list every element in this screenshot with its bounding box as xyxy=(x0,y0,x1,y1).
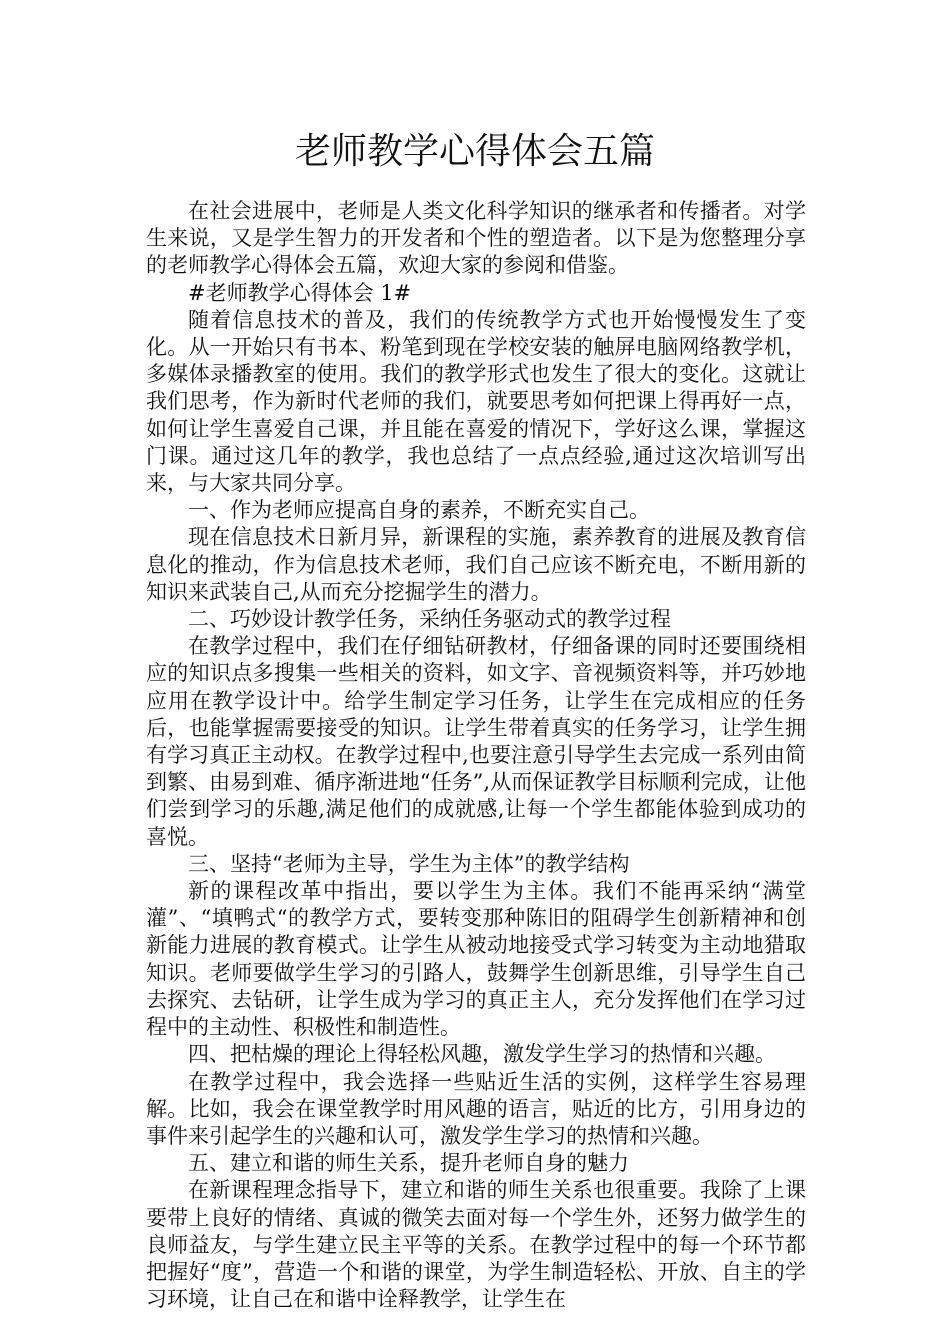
document-title: 老师教学心得体会五篇 xyxy=(294,131,655,172)
point-heading: 一、作为老师应提高自身的素养，不断充实自己。 xyxy=(188,498,650,523)
body-paragraph: 在教学过程中，我们在仔细钻研教材，仔细备课的同时还要围绕相应的知识点多搜集一些相关的资料，如文字、音视频资料等，并巧妙地应用在教学设计中。给学生制定学习任务，让学生在完成相应的任务后，也能掌握需要接受的知识。让学生带着真实的任务学习，让学生拥有学习真正主动权。在教学过程中,也要注意引导学生去完成一系列由简到繁、由易到难、循序渐进地“任务”,从而保证教学目标顺利完成，让他们尝到学习的乐趣,满足他们的成就感,让每一个学生都能体验到成功的喜悦。 xyxy=(146,634,806,849)
body-paragraph: 在新课程理念指导下，建立和谐的师生关系也很重要。我除了上课要带上良好的情绪、真诚的微笑去面对每一个学生外，还努力做学生的良师益友，与学生建立民主平等的关系。在教学过程中的每一个环节都把握好“度”，营造一个和谐的课堂，为学生制造轻松、开放、自主的学习环境，让自己在和谐中诠释教学，让学生在 xyxy=(146,1178,806,1312)
point-heading: 三、坚持“老师为主导，学生为主体”的教学结构 xyxy=(188,851,630,876)
intro-paragraph: 在社会进展中，老师是人类文化科学知识的继承者和传播者。对学生来说，又是学生智力的开发者和个性的塑造者。以下是为您整理分享的老师教学心得体会五篇，欢迎大家的参阅和借鉴。 xyxy=(146,199,806,278)
body-paragraph: 新的课程改革中指出，要以学生为主体。我们不能再采纳“满堂灌”、“填鸭式“的教学方式，要转变那种陈旧的阻碍学生创新精神和创新能力进展的教育模式。让学生从被动地接受式学习转变为主动地猎取知识。老师要做学生学习的引路人，鼓舞学生创新思维，引导学生自己去探究、去钻研，让学生成为学习的真正主人，充分发挥他们在学习过程中的主动性、积极性和制造性。 xyxy=(146,879,806,1040)
document-body xyxy=(146,198,806,1313)
point-heading: 二、巧妙设计教学任务，采纳任务驱动式的教学过程 xyxy=(188,607,671,632)
body-paragraph: 在教学过程中，我会选择一些贴近生活的实例，这样学生容易理解。比如，我会在课堂教学时用风趣的语言，贴近的比方，引用身边的事件来引起学生的兴趣和认可，激发学生学习的热情和兴趣。 xyxy=(146,1069,806,1148)
point-heading: 五、建立和谐的师生关系，提升老师自身的魅力 xyxy=(188,1151,629,1176)
body-paragraph: 现在信息技术日新月异，新课程的实施，素养教育的进展及教育信息化的推动，作为信息技术老师，我们自己应该不断充电，不断用新的知识来武装自己,从而充分挖掘学生的潜力。 xyxy=(146,525,806,604)
point-heading: 四、把枯燥的理论上得轻松风趣，激发学生学习的热情和兴趣。 xyxy=(188,1042,776,1067)
body-paragraph: 随着信息技术的普及，我们的传统教学方式也开始慢慢发生了变化。从一开始只有书本、粉笔到现在学校安装的触屏电脑网络教学机，多媒体录播教室的使用。我们的教学形式也发生了很大的变化。这就让我们思考，作为新时代老师的我们，就要思考如何把课上得再好一点，如何让学生喜爱自己课，并且能在喜爱的情况下，学好这么课，掌握这门课。通过这几年的教学，我也总结了一点点经验,通过这次培训写出来，与大家共同分享。 xyxy=(146,307,806,496)
section-heading: #老师教学心得体会 1# xyxy=(188,280,412,305)
